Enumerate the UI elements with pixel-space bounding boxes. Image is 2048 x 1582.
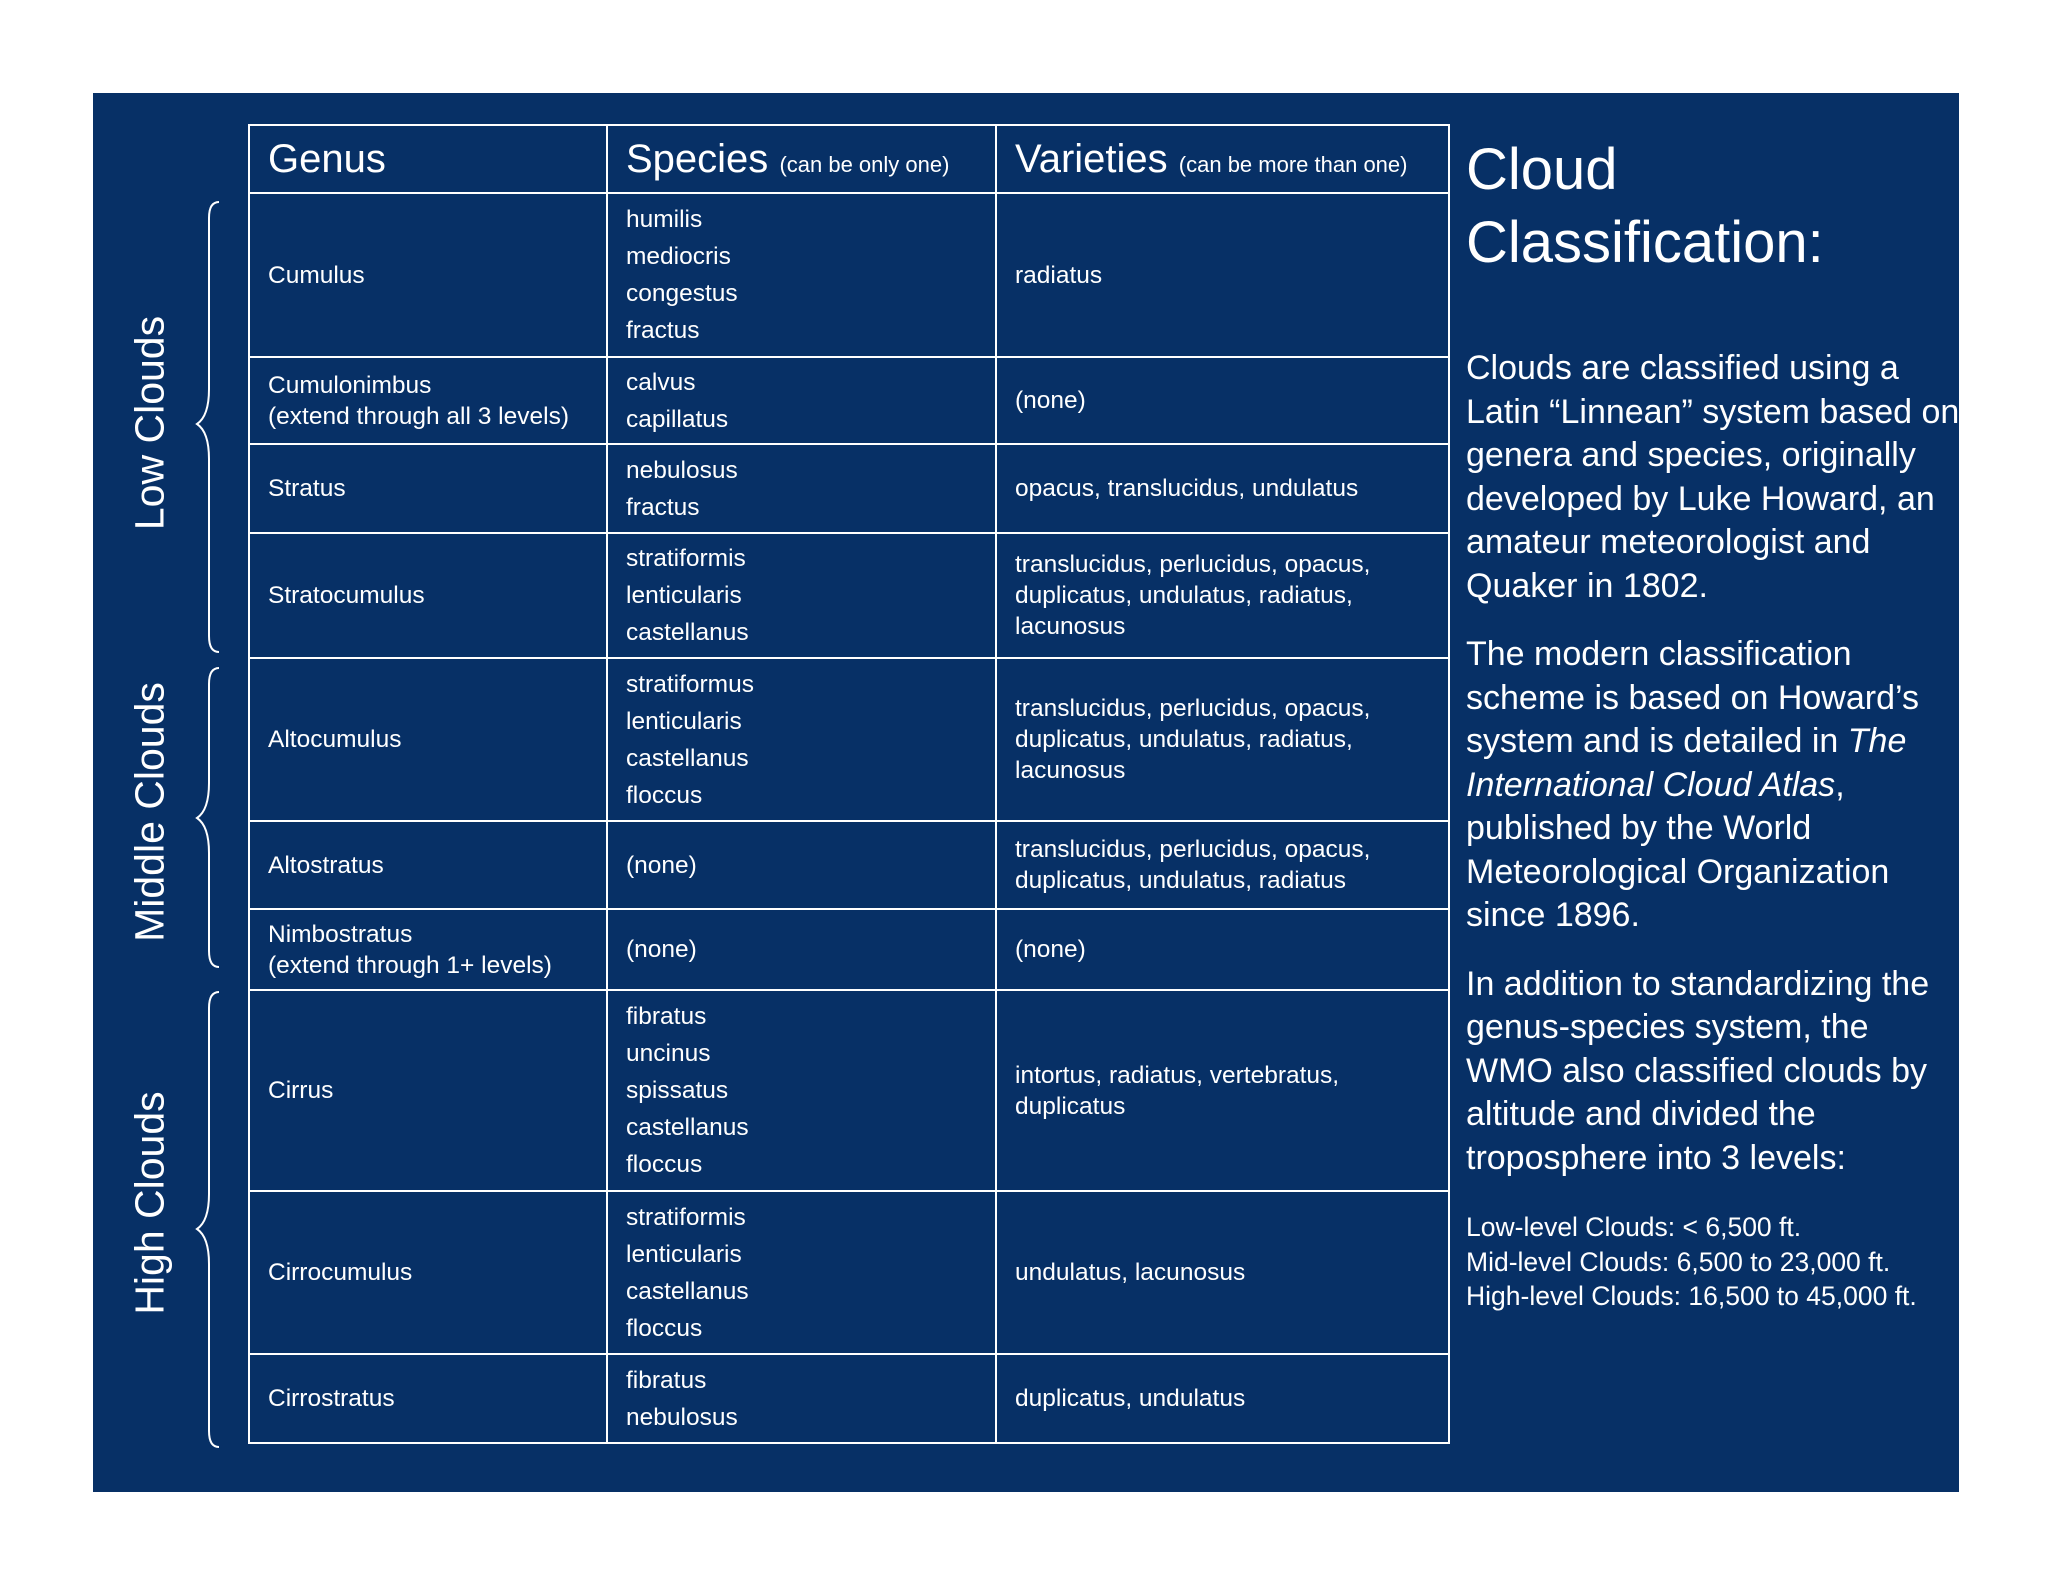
genus-line: Cirrostratus xyxy=(268,1385,395,1412)
genus-line: (extend through all 3 levels) xyxy=(268,402,569,430)
varieties-header-note: (can be more than one) xyxy=(1178,151,1408,177)
species-cell xyxy=(607,1354,996,1443)
species-line: lenticularis xyxy=(626,582,742,609)
genus-cell xyxy=(249,1191,607,1354)
genus-line: Altocumulus xyxy=(268,726,402,753)
genus-cell xyxy=(249,357,607,444)
group-label-middle: Middle Clouds xyxy=(126,682,173,942)
genus-line: Stratocumulus xyxy=(268,582,425,609)
altitude-levels-list xyxy=(1466,1210,1961,1314)
varieties-line: duplicatus, undulatus, radiatus, xyxy=(1015,582,1353,609)
species-line: stratiformis xyxy=(626,545,746,572)
varieties-line: lacunosus xyxy=(1015,757,1126,784)
table-row xyxy=(249,821,1449,909)
species-line: floccus xyxy=(626,781,703,809)
cloud-classification-slide xyxy=(93,93,1959,1492)
table-row xyxy=(249,357,1449,444)
species-line: lenticularis xyxy=(626,1240,742,1268)
group-label-low: Low Clouds xyxy=(126,315,173,531)
species-header-label: Species xyxy=(626,136,769,181)
species-cell xyxy=(607,1191,996,1354)
species-line: (none) xyxy=(626,851,697,879)
species-cell xyxy=(607,444,996,533)
species-line: nebulosus xyxy=(626,1403,738,1431)
genus-line: Cumulus xyxy=(268,261,365,289)
sidebar-paragraph-2-before: The modern classification scheme is based on Howard’s system and is detailed in xyxy=(1466,635,1919,760)
table-row xyxy=(249,444,1449,533)
varieties-line: lacunosus xyxy=(1015,613,1126,640)
species-line: floccus xyxy=(626,1314,703,1342)
species-line: fractus xyxy=(626,317,700,344)
varieties-cell xyxy=(996,909,1449,990)
genus-cell xyxy=(249,909,607,990)
varieties-line: (none) xyxy=(1015,936,1086,963)
table-row xyxy=(249,533,1449,658)
genus-header-label: Genus xyxy=(268,136,386,181)
cloud-classification-table xyxy=(248,124,1450,1444)
sidebar-paragraph-2-after: , published by the World Meteorological Organization since 1896. xyxy=(1466,765,1890,934)
varieties-line: opacus, translucidus, undulatus xyxy=(1015,475,1359,502)
sidebar-paragraph-1: Clouds are classified using a Latin “Linnean” system based on genera and species, originally developed by Luke Howard, an amateur meteorologist and Quaker in 1802. xyxy=(1466,349,1960,605)
sidebar xyxy=(1466,133,1961,1314)
species-line: castellanus xyxy=(626,619,749,646)
species-line: uncinus xyxy=(626,1040,711,1067)
species-cell xyxy=(607,357,996,444)
species-line: (none) xyxy=(626,936,697,963)
genus-cell xyxy=(249,533,607,658)
table-row xyxy=(249,1354,1449,1443)
sidebar-title xyxy=(1466,133,1961,279)
genus-cell xyxy=(249,1354,607,1443)
genus-header xyxy=(249,125,607,193)
varieties-line: undulatus, lacunosus xyxy=(1015,1259,1246,1286)
genus-line: Altostratus xyxy=(268,851,384,879)
table-row xyxy=(249,909,1449,990)
species-line: fibratus xyxy=(626,1366,707,1394)
varieties-cell xyxy=(996,357,1449,444)
species-cell xyxy=(607,821,996,909)
middle-clouds-brace xyxy=(197,668,219,967)
genus-cell xyxy=(249,444,607,533)
varieties-header-label: Varieties xyxy=(1015,136,1168,181)
varieties-line: translucidus, perlucidus, opacus, xyxy=(1015,695,1371,722)
varieties-line: duplicatus, undulatus, radiatus xyxy=(1015,867,1346,894)
genus-line: Nimbostratus xyxy=(268,920,413,948)
genus-line: Stratus xyxy=(268,475,346,502)
species-cell xyxy=(607,658,996,821)
varieties-cell xyxy=(996,444,1449,533)
varieties-line: intortus, radiatus, vertebratus, xyxy=(1015,1061,1340,1089)
species-cell xyxy=(607,909,996,990)
genus-line: (extend through 1+ levels) xyxy=(268,951,552,979)
species-line: stratiformus xyxy=(626,670,754,698)
table-row xyxy=(249,1191,1449,1354)
varieties-cell xyxy=(996,1191,1449,1354)
varieties-line: translucidus, perlucidus, opacus, xyxy=(1015,551,1371,578)
varieties-cell xyxy=(996,533,1449,658)
varieties-line: duplicatus, undulatus xyxy=(1015,1385,1246,1412)
table-row xyxy=(249,990,1449,1191)
sidebar-paragraph-2-italic: The International Cloud Atlas xyxy=(1466,722,1907,804)
table-header-row xyxy=(249,125,1449,193)
varieties-header xyxy=(996,125,1449,193)
varieties-cell xyxy=(996,1354,1449,1443)
species-cell xyxy=(607,990,996,1191)
species-line: capillatus xyxy=(626,405,729,433)
varieties-cell xyxy=(996,821,1449,909)
varieties-cell xyxy=(996,658,1449,821)
species-header xyxy=(607,125,996,193)
species-line: congestus xyxy=(626,280,738,307)
species-line: humilis xyxy=(626,206,703,233)
species-header-note: (can be only one) xyxy=(779,151,950,177)
genus-line: Cirrocumulus xyxy=(268,1259,413,1286)
varieties-cell xyxy=(996,193,1449,357)
species-line: castellanus xyxy=(626,744,749,772)
species-line: lenticularis xyxy=(626,707,742,735)
table-row xyxy=(249,658,1449,821)
species-line: stratiformis xyxy=(626,1203,746,1231)
varieties-line: radiatus xyxy=(1015,261,1103,289)
sidebar-paragraph-3: In addition to standardizing the genus-species system, the WMO also classified clouds by altitude and divided the troposphere into 3 levels: xyxy=(1466,964,1930,1177)
sidebar-paragraph-2 xyxy=(1466,633,1961,938)
genus-cell xyxy=(249,990,607,1191)
sidebar-title-line-2: Classification: xyxy=(1466,210,1824,275)
low-clouds-brace xyxy=(197,202,219,652)
species-line: mediocris xyxy=(626,243,731,270)
genus-line: Cirrus xyxy=(268,1077,334,1104)
species-cell xyxy=(607,193,996,357)
species-line: calvus xyxy=(626,368,696,396)
species-line: nebulosus xyxy=(626,456,738,484)
varieties-line: duplicatus, undulatus, radiatus, xyxy=(1015,726,1353,753)
varieties-cell xyxy=(996,990,1449,1191)
species-line: spissatus xyxy=(626,1077,729,1104)
genus-cell xyxy=(249,658,607,821)
table-row xyxy=(249,193,1449,357)
species-line: castellanus xyxy=(626,1114,749,1141)
species-line: floccus xyxy=(626,1151,703,1178)
altitude-level-low: Low-level Clouds: < 6,500 ft. xyxy=(1466,1212,1802,1242)
species-cell xyxy=(607,533,996,658)
genus-cell xyxy=(249,193,607,357)
altitude-level-mid: Mid-level Clouds: 6,500 to 23,000 ft. xyxy=(1466,1246,1891,1277)
group-label-high: High Clouds xyxy=(126,1091,173,1315)
species-line: fractus xyxy=(626,493,700,521)
varieties-line: translucidus, perlucidus, opacus, xyxy=(1015,836,1371,863)
high-clouds-brace xyxy=(197,992,219,1447)
genus-line: Cumulonimbus xyxy=(268,371,432,399)
species-line: castellanus xyxy=(626,1277,749,1305)
altitude-level-high: High-level Clouds: 16,500 to 45,000 ft. xyxy=(1466,1281,1917,1311)
varieties-line: duplicatus xyxy=(1015,1092,1126,1120)
species-line: fibratus xyxy=(626,1003,707,1030)
varieties-line: (none) xyxy=(1015,387,1086,414)
sidebar-title-line-1: Cloud xyxy=(1466,137,1618,202)
genus-cell xyxy=(249,821,607,909)
